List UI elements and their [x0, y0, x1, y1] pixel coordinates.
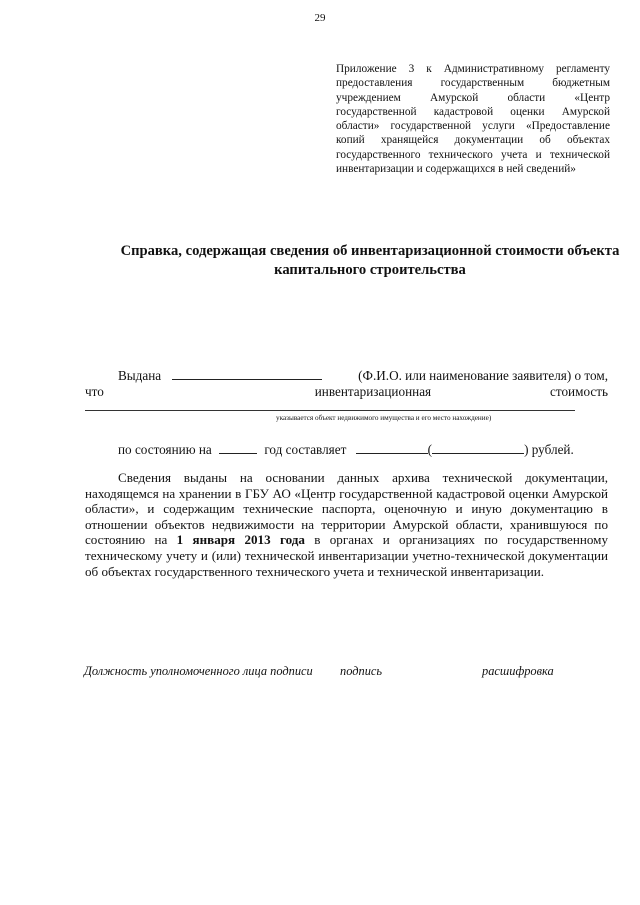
signature-position: Должность уполномоченного лица подписи	[84, 664, 313, 678]
inventory-word: инвентаризационная	[314, 384, 432, 399]
issued-label: Выдана	[118, 368, 162, 383]
body-part2: в органах и организациях по государственному техническому учету и (или) технической инвентаризации учетно-технической документации об объектах государственного технического учета и технической инвентаризации.	[85, 532, 608, 579]
object-hint: указывается объект недвижимого имущества и его место нахождение)	[276, 414, 492, 422]
page-number: 29	[314, 12, 326, 24]
document-title: Справка, содержащая сведения об инвентаризационной стоимости объекта капитального строительства	[120, 243, 620, 278]
date-blank[interactable]	[219, 442, 257, 454]
rubles-text: ) рублей.	[524, 442, 574, 457]
inventory-line	[85, 384, 608, 400]
body-bold-date: 1 января 2013 года	[176, 532, 305, 548]
cost-word: стоимость	[550, 384, 608, 399]
open-paren: (	[427, 442, 433, 457]
body-part1: Сведения выданы на основании данных архива технической документации, находящемся на хранении в ГБУ АО «Центр государственной кадастровой оценки Амурской области», и содержащим технические паспорта, оценочную и иную документацию в отношении объектов недвижимости на территории Амурской области, хранившуюся по состоянию на	[85, 470, 608, 548]
amount-words-blank[interactable]	[432, 442, 524, 454]
applicant-hint: (Ф.И.О. или наименование заявителя) о том,	[358, 368, 608, 383]
that-word: что	[85, 384, 104, 399]
state-prefix: по состоянию на	[118, 442, 212, 457]
year-text: год составляет	[264, 442, 347, 457]
signature-sign: подпись	[340, 664, 383, 678]
signature-decode: расшифровка	[482, 664, 554, 678]
issued-line	[118, 368, 608, 384]
amount-blank[interactable]	[356, 442, 428, 454]
body-paragraph	[85, 470, 608, 579]
state-line	[118, 442, 608, 458]
applicant-name-blank[interactable]	[172, 368, 322, 380]
object-blank-line[interactable]	[85, 410, 575, 411]
appendix-header: Приложение 3 к Административному регламенту предоставления государственным бюджетным учреждением Амурской области «Центр государственной кадастровой оценки Амурской области» государственной услуги «Предоставление копий хранящейся документации об объектах государственного технического учета и технической инвентаризации и содержащихся в ней сведений»	[336, 63, 610, 176]
